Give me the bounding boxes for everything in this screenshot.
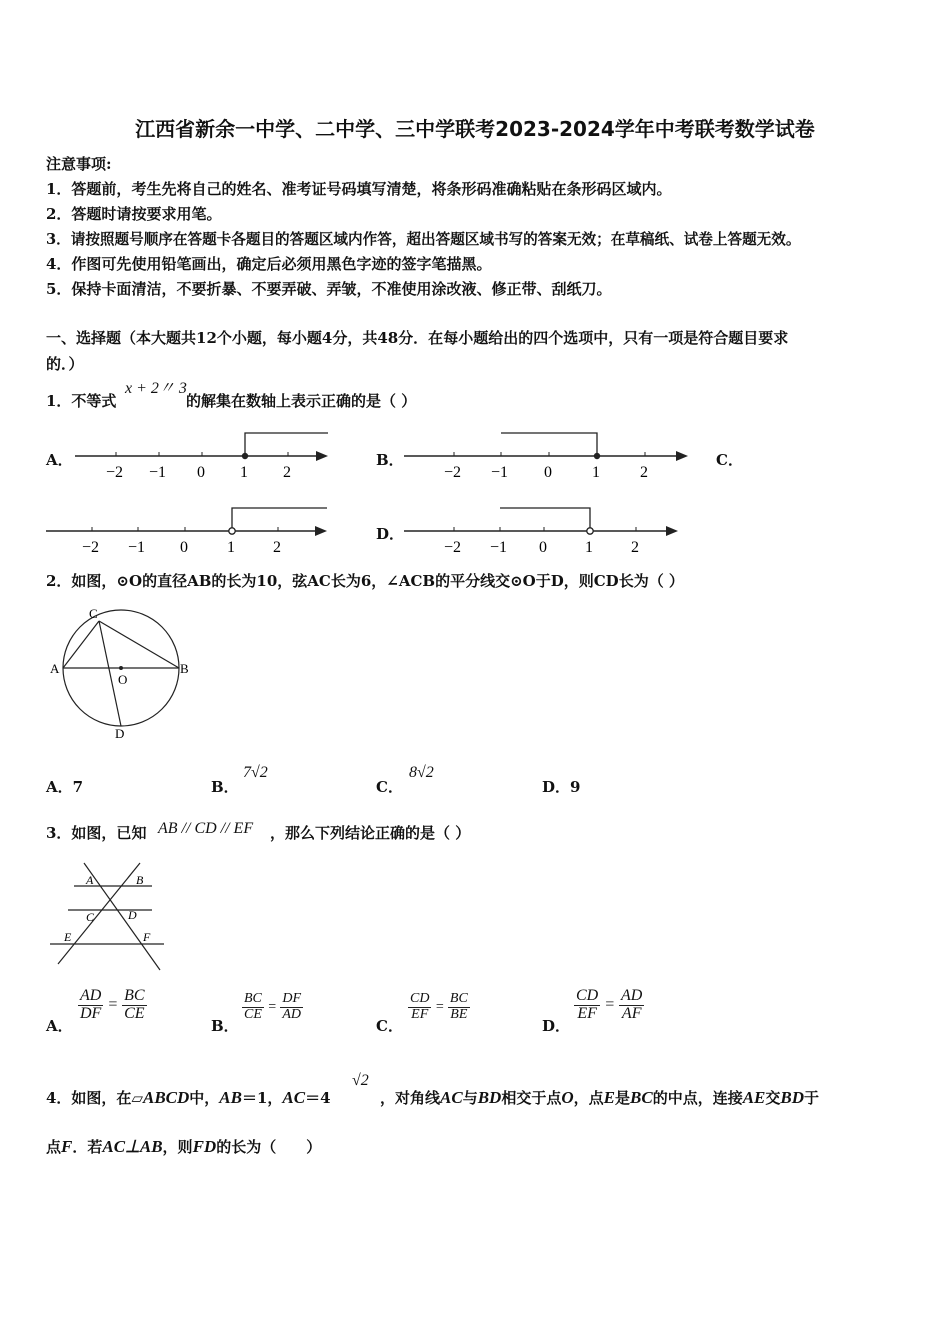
q2-option-b-label: B． (211, 778, 239, 796)
tick-label: 2 (631, 539, 639, 556)
q3-option-c-label: C． (376, 1017, 403, 1035)
q3-expression: AB // CD // EF (158, 820, 254, 837)
point-label: C (89, 606, 98, 621)
tick-label: −2 (106, 464, 124, 481)
tick-label: −2 (444, 539, 462, 556)
notice-item: 3．请按照题号顺序在答题卡各题目的答题区域内作答，超出答题区域书写的答案无效；在草稿纸、试卷上答题无效。 (46, 231, 801, 248)
q3-option-d-label: D． (542, 1017, 571, 1035)
tick-label: 2 (273, 539, 281, 556)
q3-option-b-label: B． (211, 1017, 239, 1035)
q2-text: 2．如图，⊙O的直径AB的长为10，弦AC长为6，∠ACB的平分线交⊙O于D，则CD长为（ ） (46, 572, 684, 590)
tick-label: −2 (82, 539, 100, 556)
tick-label: 2 (640, 464, 648, 481)
number-line-c (44, 500, 332, 560)
point-label: A (86, 873, 94, 887)
q3-option-c-formula: $\frac{CD}{EF}$ = $\frac{BC}{BE}$ (410, 991, 468, 1022)
tick-label: 0 (180, 539, 188, 556)
point-label: E (64, 930, 72, 944)
number-line-d (402, 500, 684, 560)
tick-label: 0 (539, 539, 547, 556)
q2-option-a: A．7 (46, 778, 84, 796)
q1-option-b-label: B． (376, 451, 404, 469)
point-label: A (50, 661, 60, 676)
point-label: O (118, 672, 128, 687)
q4-sqrt2: √2 (352, 1072, 369, 1089)
q3-suffix: ，那么下列结论正确的是（ ） (270, 824, 471, 842)
tick-label: −1 (491, 464, 509, 481)
number-line-a (70, 425, 332, 485)
q1-suffix: 的解集在数轴上表示正确的是（ ） (186, 392, 417, 410)
q1-expression: x + 2〃 3 (125, 380, 187, 397)
tick-label: 0 (544, 464, 552, 481)
tick-label: 1 (240, 464, 248, 481)
q2-option-b-value: 7√2 (243, 764, 268, 781)
tick-label: −1 (490, 539, 508, 556)
q2-option-c-value: 8√2 (409, 764, 434, 781)
notice-item: 2．答题时请按要求用笔。 (46, 205, 222, 223)
q1-option-d-label: D． (376, 525, 405, 543)
notice-item: 5．保持卡面清洁，不要折暴、不要弄破、弄皱，不准使用涂改液、修正带、刮纸刀。 (46, 280, 612, 298)
tick-label: 1 (585, 539, 593, 556)
notice-heading: 注意事项: (46, 155, 112, 173)
q1-prefix: 1．不等式 (46, 392, 117, 410)
q2-option-d: D．9 (542, 778, 581, 796)
number-line-b (402, 425, 694, 485)
parallel-lines-figure (44, 858, 170, 976)
q3-prefix: 3．如图，已知 (46, 824, 147, 842)
page-title: 江西省新余一中学、二中学、三中学联考2023-2024学年中考联考数学试卷 (135, 117, 815, 141)
section-heading: 一、选择题（本大题共12个小题，每小题4分，共48分．在每小题给出的四个选项中，只有一项是符合题目要求 (46, 329, 789, 347)
q3-option-a-formula: $\frac{AD}{DF}$ = $\frac{BC}{CE}$ (80, 987, 145, 1022)
notice-item: 4．作图可先使用铅笔画出，确定后必须用黑色字迹的签字笔描黑。 (46, 255, 492, 273)
circle-figure (44, 602, 204, 742)
q3-option-d-formula: $\frac{CD}{EF}$ = $\frac{AD}{AF}$ (576, 987, 643, 1022)
q4-line1-cont: ，对角线AC与BD相交于点O，点E是BC的中点，连接AE交BD于 (380, 1088, 820, 1107)
section-heading-cont: 的．） (46, 355, 84, 373)
q1-option-a-label: A． (46, 451, 73, 469)
q2-option-c-label: C． (376, 778, 403, 796)
q3-option-a-label: A． (46, 1017, 73, 1035)
point-label: D (115, 726, 125, 741)
point-label: B (136, 873, 144, 887)
q1-option-c-label: C． (716, 451, 743, 469)
q4-line1: 4．如图，在▱ABCD中，AB＝1，AC＝4 (46, 1088, 331, 1107)
tick-label: 1 (227, 539, 235, 556)
point-label: C (86, 910, 95, 924)
point-label: D (128, 908, 137, 922)
tick-label: 2 (283, 464, 291, 481)
tick-label: −1 (149, 464, 167, 481)
point-label: F (143, 930, 151, 944)
tick-label: −1 (128, 539, 146, 556)
q4-line2: 点F．若AC⊥AB，则FD的长为（ ） (46, 1137, 322, 1156)
q3-option-b-formula: $\frac{BC}{CE}$ = $\frac{DF}{AD}$ (244, 991, 302, 1022)
tick-label: 0 (197, 464, 205, 481)
tick-label: −2 (444, 464, 462, 481)
point-label: B (180, 661, 189, 676)
tick-label: 1 (592, 464, 600, 481)
notice-item: 1．答题前，考生先将自己的姓名、准考证号码填写清楚，将条形码准确粘贴在条形码区域内。 (46, 180, 672, 198)
